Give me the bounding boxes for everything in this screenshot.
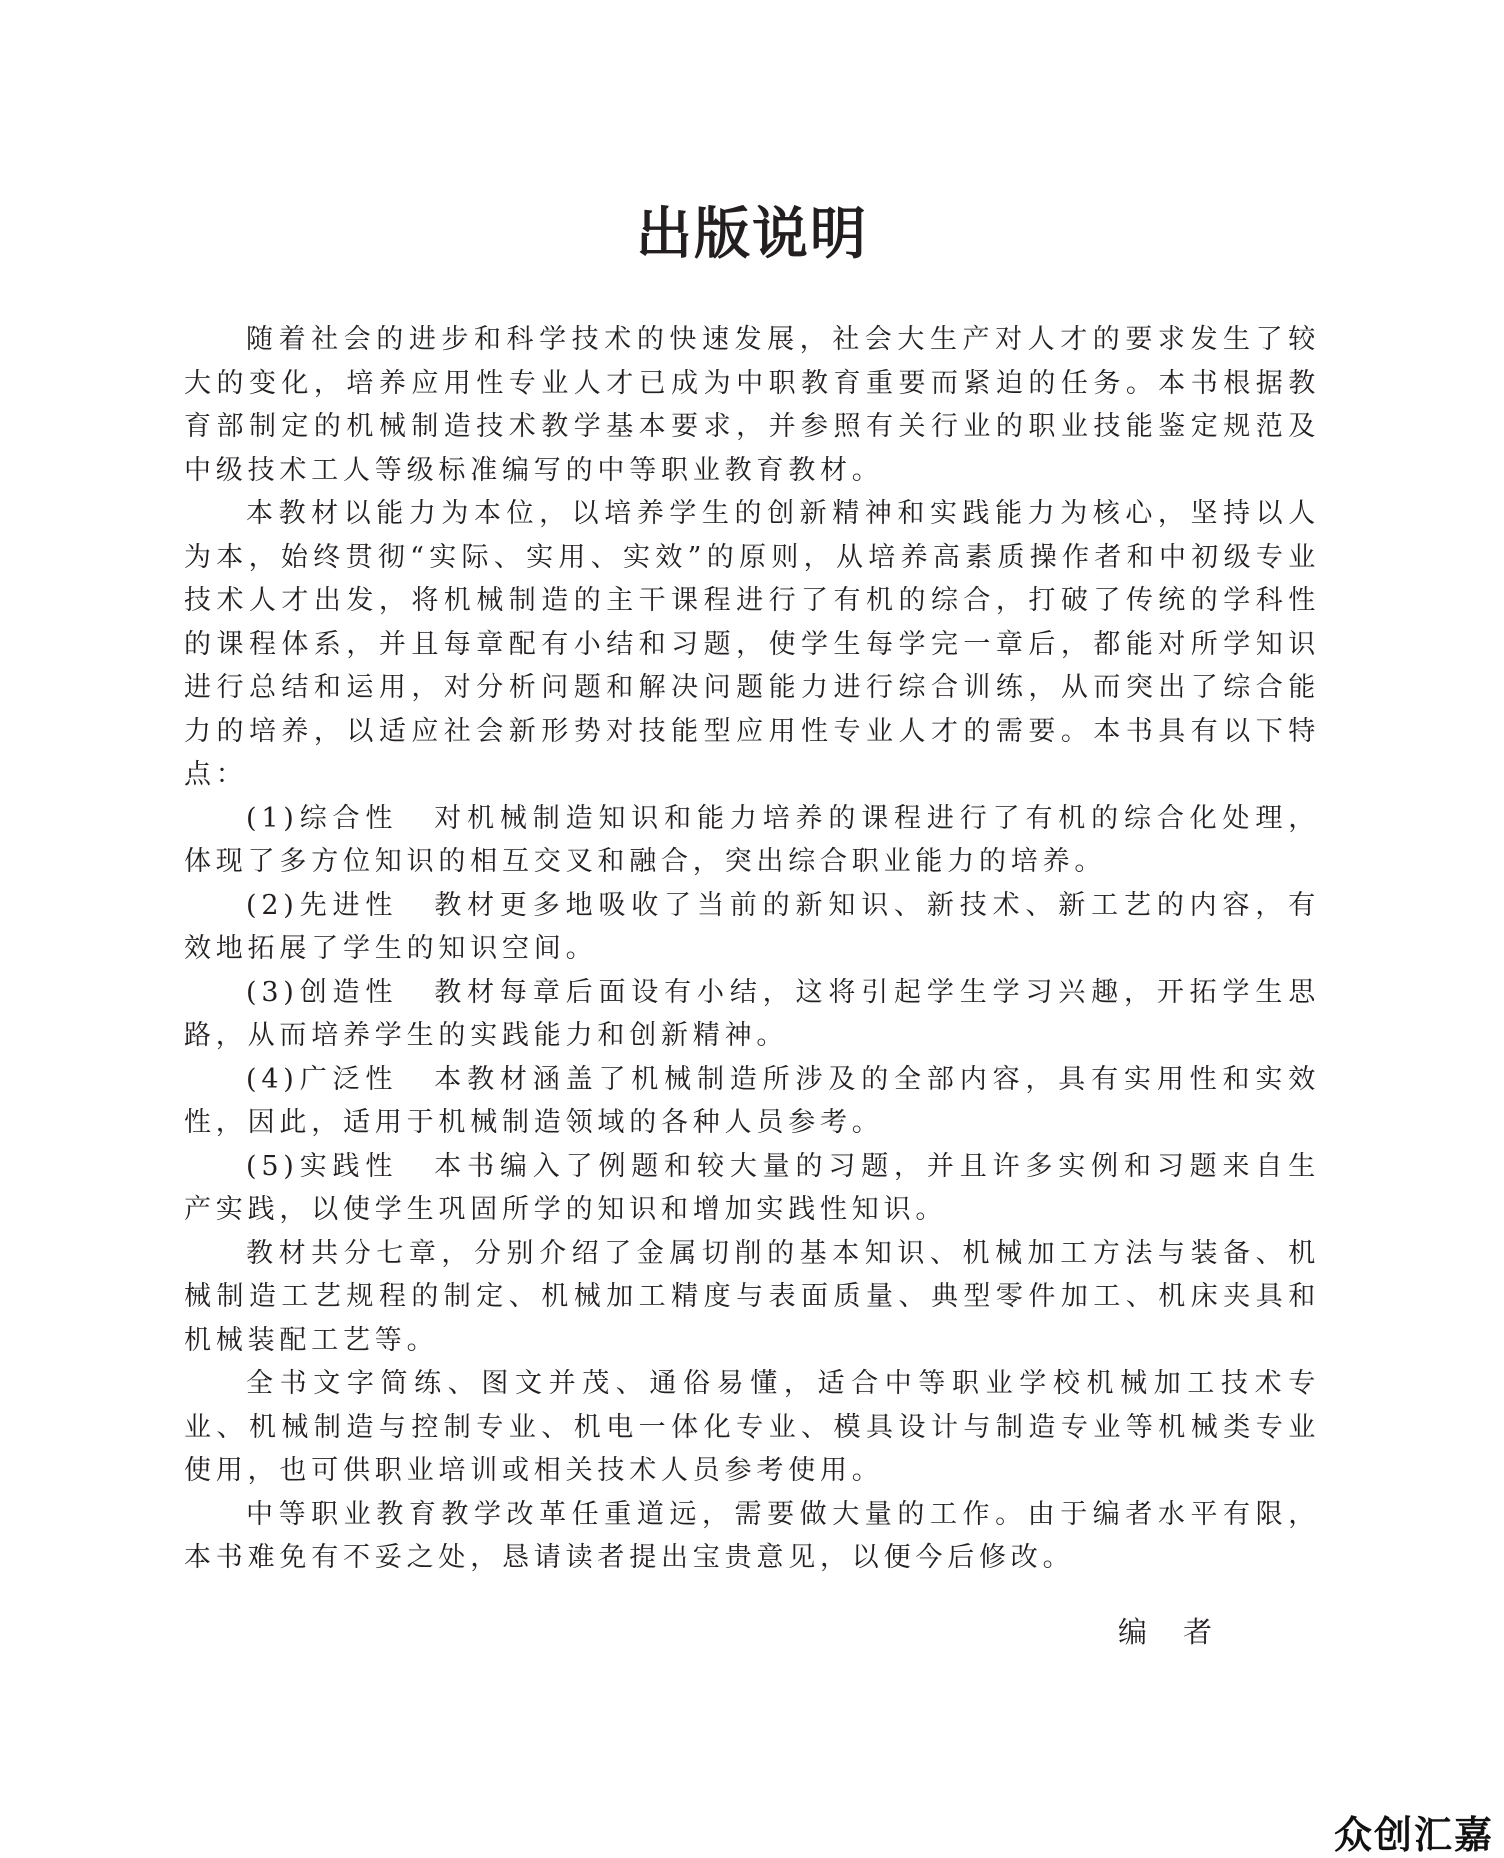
feature-heading: (3)创造性 (246, 976, 399, 1008)
audience-paragraph: 全书文字简练、图文并茂、通俗易懂，适合中等职业学校机械加工技术专业、机械制造与控制专业、机电一体化专业、模具设计与制造专业等机械类专业使用，也可供职业培训或相关技术人员参考使用。 (184, 1368, 1320, 1486)
feature-item-comprehensive (184, 797, 1320, 884)
approach-paragraph: 本教材以能力为本位，以培养学生的创新精神和实践能力为核心，坚持以人为本，始终贯彻“实际、实用、实效”的原则，从培养高素质操作者和中初级专业技术人才出发，将机械制造的主干课程进行了有机的综合，打破了传统的学科性的课程体系，并且每章配有小结和习题，使学生每学完一章后，都能对所学知识进行总结和运用，对分析问题和解决问题能力进行综合训练，从而突出了综合能力的培养，以适应社会新形势对技能型应用性专业人才的需要。本书具有以下特点： (184, 498, 1320, 790)
watermark-logo: 众创汇嘉 (1324, 1812, 1504, 1858)
chapters-paragraph: 教材共分七章，分别介绍了金属切削的基本知识、机械加工方法与装备、机械制造工艺规程的制定、机械加工精度与表面质量、典型零件加工、机床夹具和机械装配工艺等。 (184, 1237, 1320, 1356)
feature-heading: (1)综合性 (246, 802, 399, 834)
feature-heading: (5)实践性 (246, 1150, 399, 1182)
feature-item-creative (184, 971, 1320, 1058)
intro-paragraph: 随着社会的进步和科学技术的快速发展，社会大生产对人才的要求发生了较大的变化，培养应用性专业人才已成为中职教育重要而紧迫的任务。本书根据教育部制定的机械制造技术教学基本要求，并参照有关行业的职业技能鉴定规范及中级技术工人等级标准编写的中等职业教育教材。 (184, 324, 1320, 486)
closing-paragraph: 中等职业教育教学改革任重道远，需要做大量的工作。由于编者水平有限，本书难免有不妥之处，恳请读者提出宝贵意见，以便今后修改。 (184, 1498, 1320, 1573)
page-title: 出版说明 (636, 202, 868, 267)
feature-heading: (2)先进性 (246, 889, 399, 921)
feature-item-advanced (184, 884, 1320, 971)
feature-text: 对机械制造知识和能力培养的课程进行了有机的综合化处理，体现了多方位知识的相互交叉和融合，突出综合职业能力的培养。 (184, 802, 1320, 877)
feature-text: 教材每章后面设有小结，这将引起学生学习兴趣，开拓学生思路，从而培养学生的实践能力和创新精神。 (184, 976, 1320, 1051)
feature-text: 教材更多地吸收了当前的新知识、新技术、新工艺的内容，有效地拓展了学生的知识空间。 (184, 889, 1320, 964)
feature-text: 本书编入了例题和较大量的习题，并且许多实例和习题来自生产实践，以使学生巩固所学的知识和增加实践性知识。 (184, 1150, 1320, 1225)
feature-text: 本教材涵盖了机械制造所涉及的全部内容，具有实用性和实效性，因此，适用于机械制造领域的各种人员参考。 (184, 1063, 1320, 1138)
signature: 编者 (1118, 1615, 1249, 1649)
feature-heading: (4)广泛性 (246, 1063, 399, 1095)
feature-item-broad (184, 1058, 1320, 1145)
body-text (184, 318, 1320, 1580)
feature-item-practical (184, 1145, 1320, 1232)
